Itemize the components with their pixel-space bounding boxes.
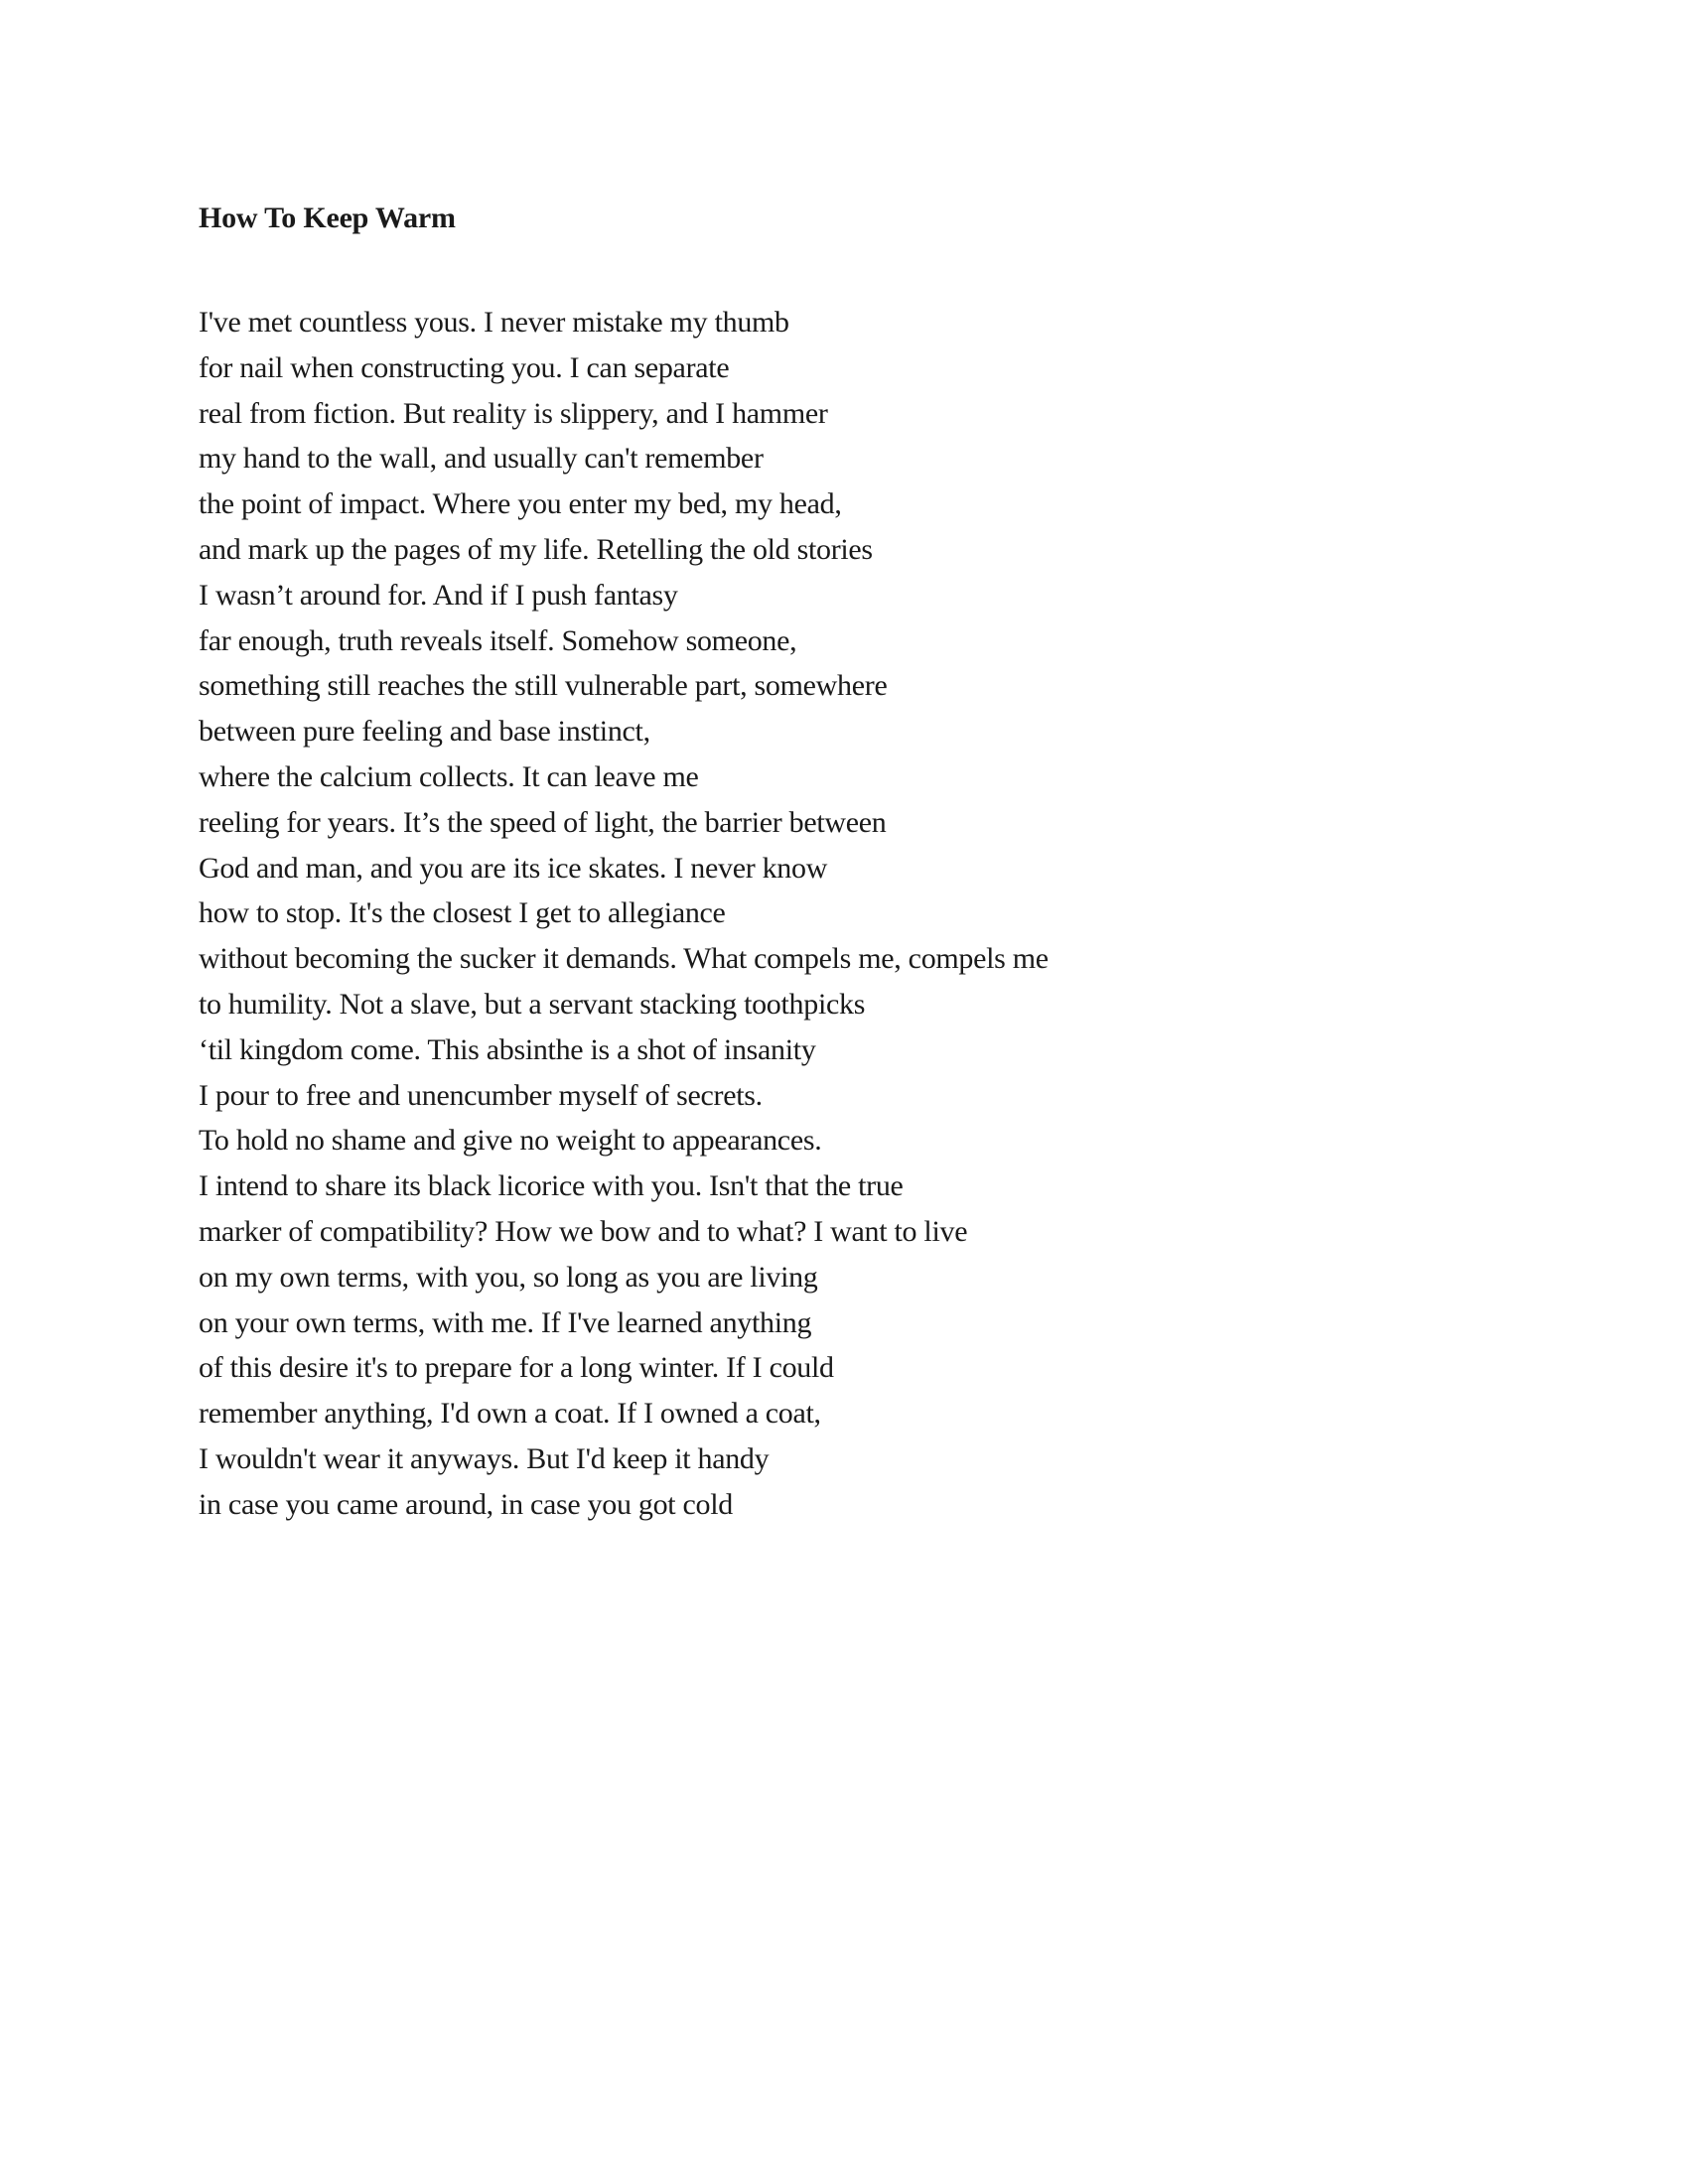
poem-title: How To Keep Warm bbox=[199, 202, 456, 234]
poem-line: real from fiction. But reality is slippery, and I hammer bbox=[199, 396, 828, 430]
poem-line: To hold no shame and give no weight to appearances. bbox=[199, 1124, 822, 1158]
poem-line: I wasn’t around for. And if I push fantasy bbox=[199, 578, 678, 612]
poem-line: I pour to free and unencumber myself of secrets. bbox=[199, 1078, 763, 1112]
poem-line: in case you came around, in case you got cold bbox=[199, 1487, 733, 1521]
poem bbox=[199, 199, 1390, 1528]
poem-line: I wouldn't wear it anyways. But I'd keep it handy bbox=[199, 1441, 770, 1475]
poem-line: far enough, truth reveals itself. Somehow someone, bbox=[199, 623, 797, 657]
poem-line: remember anything, I'd own a coat. If I owned a coat, bbox=[199, 1397, 821, 1431]
poem-line: the point of impact. Where you enter my bed, my head, bbox=[199, 487, 842, 521]
poem-line: I've met countless yous. I never mistake my thumb bbox=[199, 306, 789, 339]
poem-line: and mark up the pages of my life. Retelling the old stories bbox=[199, 532, 873, 566]
poem-line: on your own terms, with me. If I've learned anything bbox=[199, 1305, 812, 1339]
poem-line: on my own terms, with you, so long as you are living bbox=[199, 1260, 818, 1294]
poem-line: between pure feeling and base instinct, bbox=[199, 715, 650, 749]
poem-line: how to stop. It's the closest I get to allegiance bbox=[199, 896, 726, 930]
poem-line: reeling for years. It’s the speed of light, the barrier between bbox=[199, 805, 887, 839]
poem-line: for nail when constructing you. I can separate bbox=[199, 350, 730, 384]
poem-line: of this desire it's to prepare for a long winter. If I could bbox=[199, 1351, 834, 1385]
poem-line: God and man, and you are its ice skates. I never know bbox=[199, 851, 828, 885]
poem-line: I intend to share its black licorice with you. Isn't that the true bbox=[199, 1169, 904, 1203]
poem-body bbox=[199, 300, 1390, 1528]
poem-line: where the calcium collects. It can leave me bbox=[199, 759, 699, 793]
poem-line: ‘til kingdom come. This absinthe is a shot of insanity bbox=[199, 1032, 816, 1066]
poem-line: my hand to the wall, and usually can't remember bbox=[199, 442, 764, 476]
poem-line: marker of compatibility? How we bow and to what? I want to live bbox=[199, 1214, 968, 1248]
poem-line: without becoming the sucker it demands. What compels me, compels me bbox=[199, 942, 1049, 976]
poem-line: to humility. Not a slave, but a servant stacking toothpicks bbox=[199, 987, 866, 1021]
poem-line: something still reaches the still vulnerable part, somewhere bbox=[199, 669, 888, 703]
